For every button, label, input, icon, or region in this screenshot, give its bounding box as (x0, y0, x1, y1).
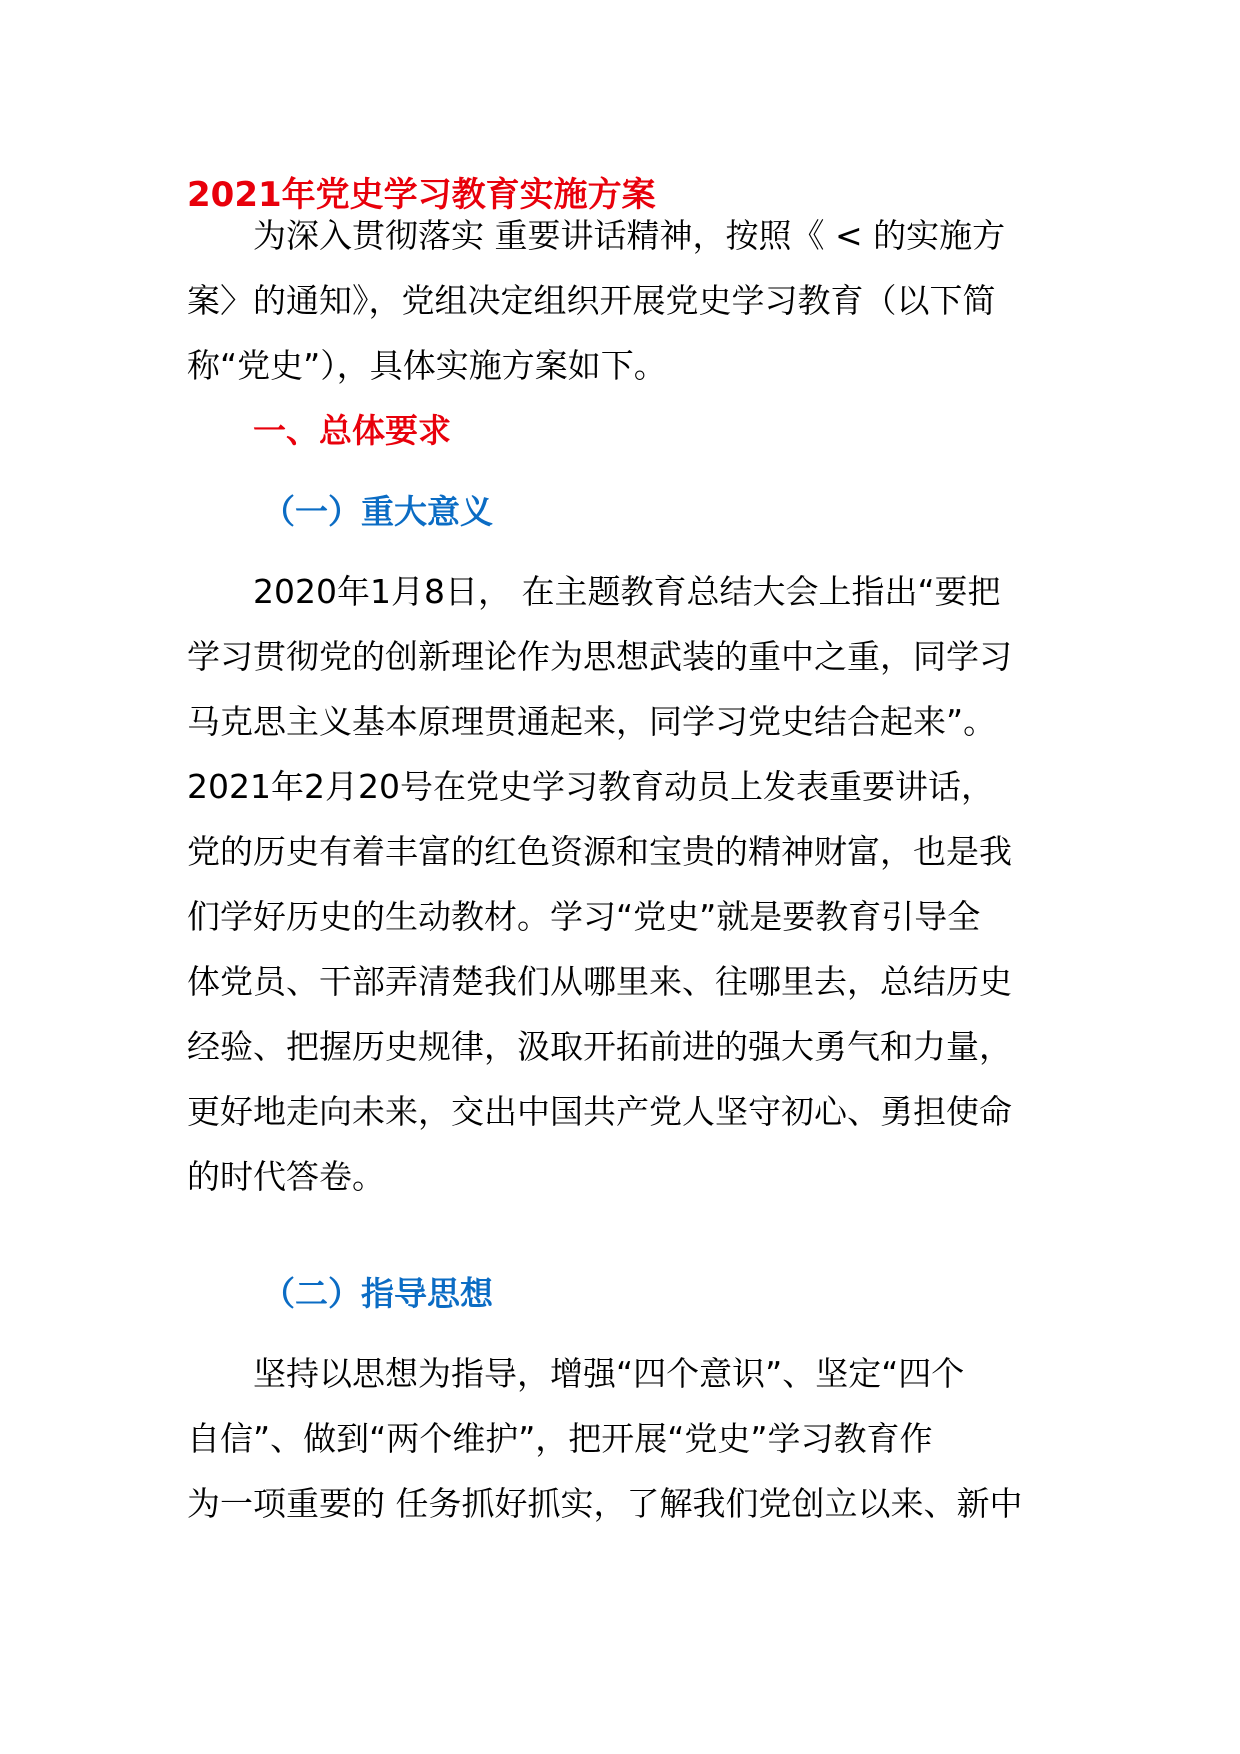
subsection-heading: （二）指导思想 (262, 1274, 493, 1313)
text-line: 为深入贯彻落实 重要讲话精神，按照《 < 的实施方 (253, 216, 1006, 255)
text-line: 自信”、做到“两个维护”，把开展“党史”学习教育作 (187, 1419, 933, 1458)
text-line: 马克思主义基本原理贯通起来，同学习党史结合起来”。 (187, 702, 997, 741)
text-line: 2021年2月20号在党史学习教育动员上发表重要讲话， (187, 767, 994, 806)
text-line: 称“党史”），具体实施方案如下。 (187, 346, 667, 385)
intro-paragraph (187, 203, 1067, 398)
text-line: 案〉的通知》，党组决定组织开展党史学习教育（以下简 (187, 281, 996, 320)
guiding-thought-paragraph (187, 1341, 1067, 1536)
text-line: 坚持以思想为指导，增强“四个意识”、坚定“四个 (253, 1354, 965, 1393)
text-line: 更好地走向未来，交出中国共产党人坚守初心、勇担使命 (187, 1092, 1012, 1131)
subsection-heading: （一）重大意义 (262, 492, 493, 531)
text-line: 的时代答卷。 (187, 1157, 385, 1196)
text-line: 为一项重要的 任务抓好抓实，了解我们党创立以来、新中 (187, 1484, 1023, 1523)
text-line: 经验、把握历史规律，汲取开拓前进的强大勇气和力量， (187, 1027, 1012, 1066)
text-line: 2020年1月8日， 在主题教育总结大会上指出“要把 (253, 572, 1001, 611)
text-line: 学习贯彻党的创新理论作为思想武装的重中之重，同学习 (187, 637, 1012, 676)
text-line: 体党员、干部弄清楚我们从哪里来、往哪里去，总结历史 (187, 962, 1012, 1001)
text-line: 们学好历史的生动教材。学习“党史”就是要教育引导全 (187, 897, 981, 936)
document-title: 2021年党史学习教育实施方案 (187, 175, 656, 215)
significance-paragraph (187, 559, 1067, 1209)
section-heading: 一、总体要求 (253, 411, 451, 450)
text-line: 党的历史有着丰富的红色资源和宝贵的精神财富，也是我 (187, 832, 1012, 871)
